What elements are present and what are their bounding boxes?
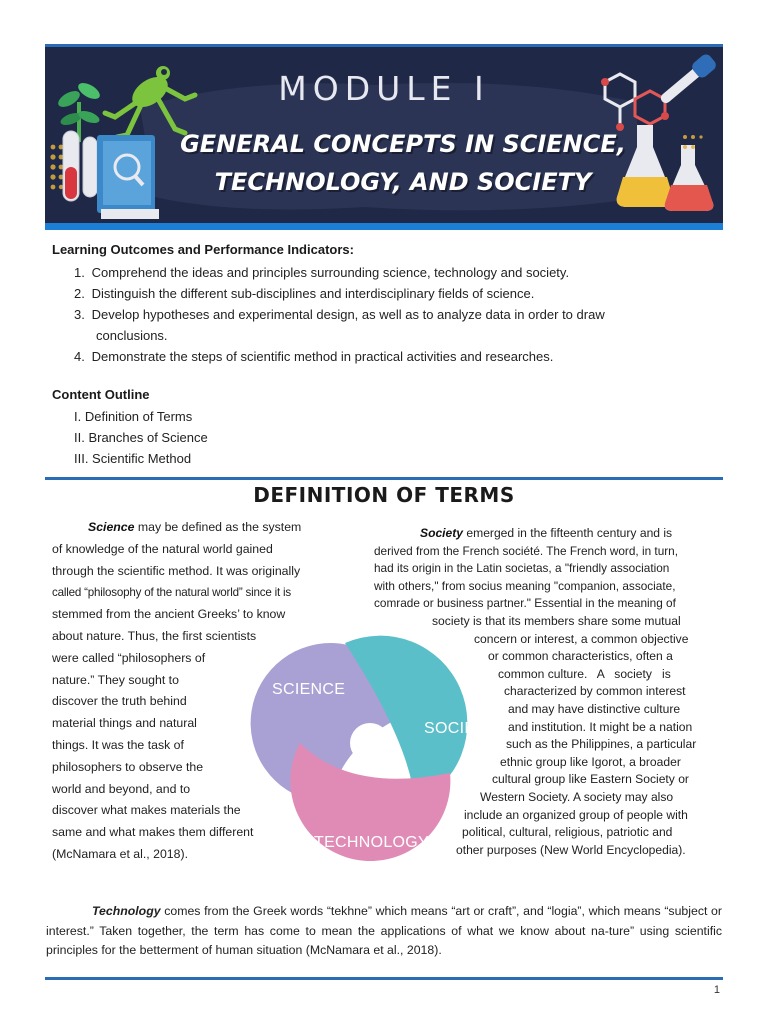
technology-text: comes from the Greek words “tekhne” which means “art or craft”, and “logia”, which means “subject or interest.” Taken together, the term has come to mean the applications of what we know about na-ture” using scientific principles for the betterment of human situation (McNamara et al., 2018).	[46, 904, 722, 957]
sts-swirl-diagram	[240, 603, 500, 893]
venn-label-science: SCIENCE	[272, 681, 346, 698]
society-line: with others," from socius meaning "companion, associate,	[374, 578, 676, 593]
outcome-number: 3.	[74, 307, 85, 322]
society-line: Western Society. A society may also	[480, 789, 674, 804]
science-line: discover what makes materials the	[52, 803, 241, 818]
outcome-number: 1.	[74, 265, 85, 280]
bottom-rule	[45, 977, 723, 980]
outcome-text: Develop hypotheses and experimental design, as well as to analyze data in order to draw	[91, 307, 605, 322]
science-line: were called “philosophers of	[52, 650, 206, 665]
outcome-item	[74, 283, 719, 304]
content-outline-heading: Content Outline	[52, 387, 150, 402]
venn-label-technology: TECHNOLOGY	[314, 834, 430, 851]
society-line: concern or interest, a common objective	[474, 631, 689, 646]
module-banner	[45, 47, 723, 223]
outcome-item	[74, 262, 719, 283]
science-line: of knowledge of the natural world gained	[52, 541, 273, 556]
outcome-number: 2.	[74, 286, 85, 301]
book-icon	[97, 135, 159, 219]
science-line: through the scientific method. It was originally	[52, 563, 301, 578]
outline-item: I. Definition of Terms	[74, 409, 193, 424]
outcome-continuation: conclusions.	[96, 328, 168, 343]
science-line: nature.” They sought to	[52, 672, 179, 687]
society-term: Society	[420, 526, 464, 540]
banner-accent-strip	[45, 223, 723, 230]
society-line: other purposes (New World Encyclopedia).	[456, 842, 686, 857]
society-line: ethnic group like Igorot, a broader	[500, 754, 681, 769]
technology-term: Technology	[92, 904, 161, 918]
outcome-text: Comprehend the ideas and principles surrounding science, technology and society.	[91, 265, 570, 280]
outcome-number: 4.	[74, 349, 85, 364]
science-line: called “philosophy of the natural world” since it is	[52, 586, 291, 600]
section-rule	[45, 477, 723, 480]
society-line: political, cultural, religious, patriotic and	[462, 825, 673, 840]
outcome-text: Demonstrate the steps of scientific method in practical activities and researches.	[91, 349, 554, 364]
module-subtitle-line1: GENERAL CONCEPTS IN SCIENCE,	[180, 130, 626, 158]
science-line: material things and natural	[52, 716, 197, 731]
science-line: things. It was the task of	[52, 737, 184, 752]
learning-outcomes-heading: Learning Outcomes and Performance Indicators:	[52, 242, 354, 257]
science-line: (McNamara et al., 2018).	[52, 846, 188, 861]
science-line: discover the truth behind	[52, 694, 187, 709]
module-subtitle-line2: TECHNOLOGY, AND SOCIETY	[214, 168, 592, 196]
society-line: and institution. It might be a nation	[508, 719, 693, 734]
science-line: world and beyond, and to	[52, 781, 191, 796]
outline-item: II. Branches of Science	[74, 430, 208, 445]
science-line: Science may be defined as the system	[88, 520, 302, 534]
outcome-item	[74, 346, 719, 367]
society-line: cultural group like Eastern Society or	[492, 772, 689, 787]
page-number: 1	[713, 984, 720, 996]
society-line: Society emerged in the fifteenth century and is	[420, 526, 673, 540]
science-line: about nature. Thus, the first scientists	[52, 628, 257, 643]
definition-heading: DEFINITION OF TERMS	[253, 483, 515, 507]
society-line: comrade or business partner." Essential in the meaning of	[374, 596, 676, 611]
society-line: society is that its members share some mutual	[432, 613, 681, 628]
outcome-text: Distinguish the different sub-disciplines and interdisciplinary fields of science.	[91, 286, 535, 301]
module-subtitle	[163, 125, 643, 201]
outcome-item	[74, 304, 719, 325]
society-line: common culture. A society is	[498, 666, 671, 681]
science-line: philosophers to observe the	[52, 759, 204, 774]
science-line: same and what makes them different	[52, 825, 254, 840]
technology-paragraph	[46, 902, 722, 961]
society-line: characterized by common interest	[504, 684, 686, 699]
society-line: had its origin in the Latin societas, a "friendly association	[374, 561, 670, 576]
outline-item: III. Scientific Method	[74, 451, 192, 466]
venn-label-society: SOCIETY	[424, 720, 497, 737]
society-line: and may have distinctive culture	[508, 701, 681, 716]
science-line: stemmed from the ancient Greeks’ to know	[52, 607, 286, 622]
science-term: Science	[88, 520, 135, 534]
society-line: such as the Philippines, a particular	[506, 737, 697, 752]
society-line: derived from the French société. The French word, in turn,	[374, 543, 679, 558]
society-line: include an organized group of people with	[464, 807, 688, 822]
society-line: or common characteristics, often a	[488, 649, 673, 664]
module-title: MODULE I	[278, 69, 490, 108]
